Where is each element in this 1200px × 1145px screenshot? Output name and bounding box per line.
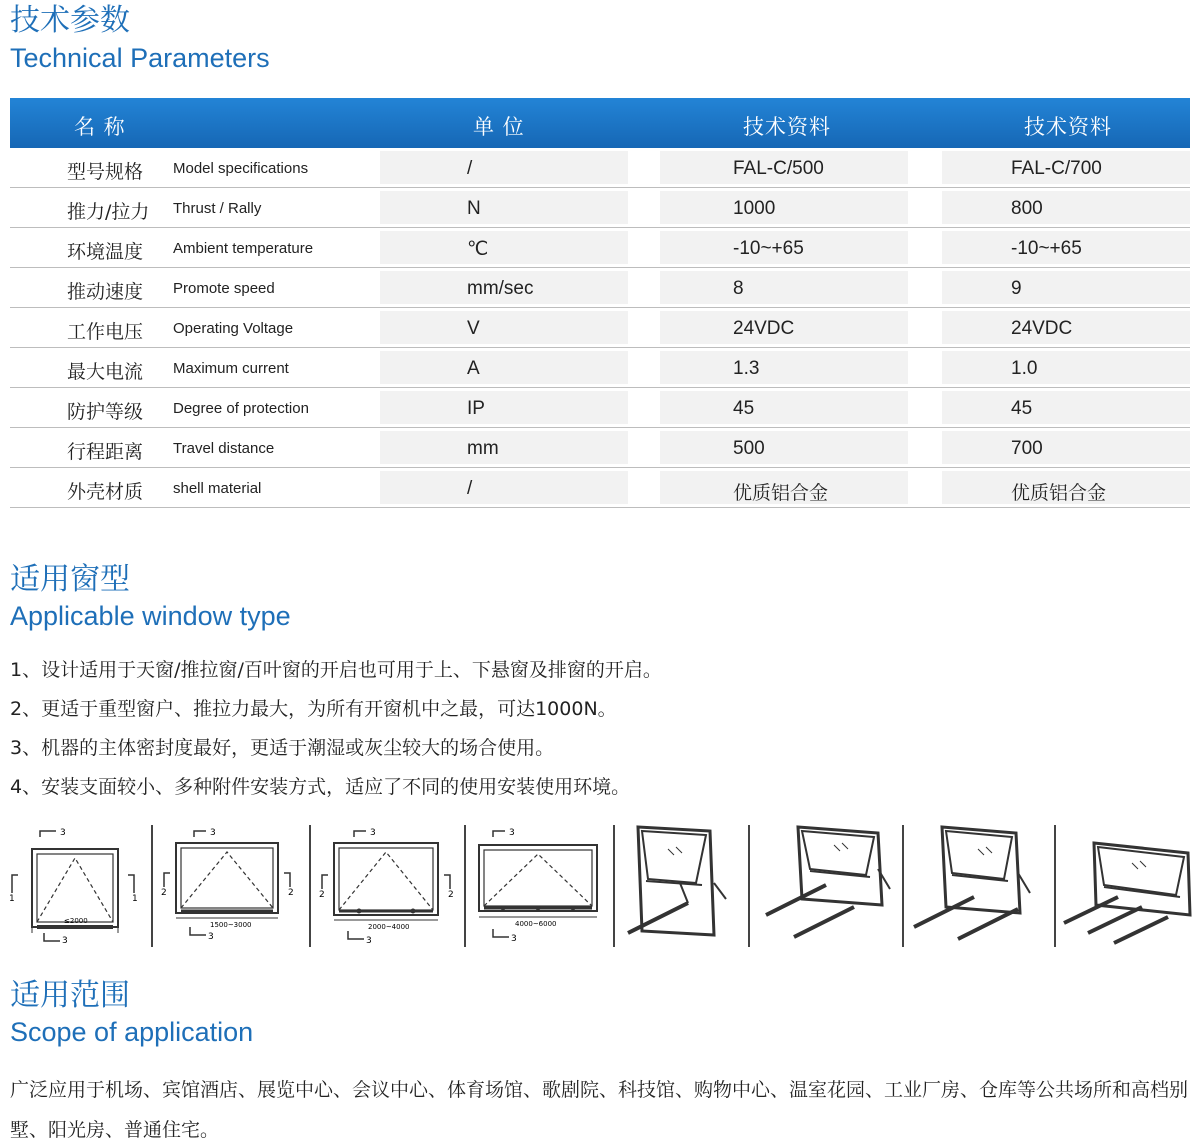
param-name-en: Thrust / Rally: [173, 200, 262, 217]
window-title-en: Applicable window type: [10, 601, 291, 631]
param-value-700: 700: [1011, 438, 1043, 459]
dim-bottom: 3: [208, 932, 214, 942]
header-unit: 单 位: [473, 115, 525, 139]
scope-title-zh: 适用范围: [10, 978, 130, 1013]
header-spec1: 技术资料: [743, 115, 831, 139]
window-elevation-diagram: [156, 823, 304, 951]
table-row: [10, 188, 1190, 228]
param-name-zh: 环境温度: [67, 241, 144, 263]
divider: [613, 825, 615, 947]
cell-band: [660, 191, 908, 224]
dim-right: 2: [288, 888, 294, 898]
table-row: [10, 348, 1190, 388]
param-unit: /: [467, 478, 473, 499]
param-name-zh: 工作电压: [67, 321, 144, 343]
cell-band: [380, 471, 628, 504]
width-label: 1500~3000: [210, 921, 252, 929]
param-name-zh: 行程距离: [67, 441, 144, 463]
param-name-en: Travel distance: [173, 440, 275, 457]
param-value-500: 1000: [733, 198, 776, 219]
divider: [151, 825, 153, 947]
table-row: [10, 468, 1190, 508]
table-body: [10, 148, 1190, 508]
param-unit: mm: [467, 438, 499, 459]
dim-right: 2: [448, 890, 454, 900]
param-unit: /: [467, 158, 473, 179]
table-row: [10, 268, 1190, 308]
cell-band: [942, 191, 1190, 224]
width-label: 4000~6000: [515, 920, 557, 928]
cell-band: [380, 231, 628, 264]
param-unit: A: [467, 358, 480, 379]
param-unit: V: [467, 318, 480, 339]
cell-band: [660, 431, 908, 464]
param-value-500: 24VDC: [733, 318, 795, 339]
param-name-zh: 型号规格: [67, 161, 144, 183]
param-value-700: 9: [1011, 278, 1022, 299]
dim-right: 1: [132, 894, 138, 904]
param-value-700: FAL-C/700: [1011, 158, 1102, 179]
dim-top: 3: [60, 828, 66, 838]
param-value-700: -10~+65: [1011, 238, 1082, 259]
param-unit: N: [467, 198, 481, 219]
window-elevation-diagram: [469, 823, 611, 951]
width-label: 2000~4000: [368, 923, 410, 931]
param-name-en: Promote speed: [173, 280, 275, 297]
window-elevation-diagram: [6, 823, 146, 951]
window-elevation-diagram: [314, 823, 459, 951]
param-name-en: Ambient temperature: [173, 240, 314, 257]
param-value-700: 优质铝合金: [1011, 483, 1107, 504]
table-row: [10, 228, 1190, 268]
divider: [464, 825, 466, 947]
dim-left: 1: [9, 894, 15, 904]
param-value-500: 优质铝合金: [733, 483, 829, 504]
param-unit: mm/sec: [467, 278, 534, 299]
param-name-en: shell material: [173, 480, 262, 497]
header-spec2: 技术资料: [1024, 115, 1112, 139]
window-perspective-diagram: [754, 823, 902, 951]
dim-top: 3: [370, 828, 376, 838]
param-name-zh: 推力/拉力: [67, 201, 150, 223]
param-value-500: FAL-C/500: [733, 158, 824, 179]
param-value-500: 1.3: [733, 358, 760, 379]
param-unit: IP: [467, 398, 485, 419]
param-name-zh: 防护等级: [67, 401, 144, 423]
param-name-zh: 最大电流: [67, 361, 144, 383]
cell-band: [942, 271, 1190, 304]
window-perspective-diagram: [906, 823, 1052, 951]
param-name-en: Degree of protection: [173, 400, 309, 417]
tech-title-en: Technical Parameters: [10, 43, 270, 73]
divider: [902, 825, 904, 947]
param-value-700: 24VDC: [1011, 318, 1073, 339]
tech-table: [10, 98, 1190, 508]
cell-band: [380, 391, 628, 424]
divider: [748, 825, 750, 947]
list-item: 4、安装支面较小、多种附件安装方式，适应了不同的使用安装使用环境。: [10, 776, 631, 798]
param-unit: ℃: [467, 239, 489, 260]
param-value-700: 45: [1011, 398, 1033, 419]
table-row: [10, 428, 1190, 468]
window-perspective-diagram: [1058, 823, 1196, 951]
param-value-700: 1.0: [1011, 358, 1038, 379]
dim-bottom: 3: [511, 934, 517, 944]
dim-top: 3: [210, 828, 216, 838]
param-name-zh: 外壳材质: [67, 481, 144, 503]
table-row: [10, 148, 1190, 188]
divider: [1054, 825, 1056, 947]
window-perspective-diagram: [618, 823, 746, 951]
header-name: 名 称: [74, 115, 126, 139]
window-diagrams: [6, 823, 1196, 953]
cell-band: [942, 391, 1190, 424]
scope-text: 广泛应用于机场、宾馆酒店、展览中心、会议中心、体育场馆、歌剧院、科技馆、购物中心、温室花园、工业厂房、仓库等公共场所和高档别墅、阳光房、普通住宅。: [10, 1079, 1189, 1141]
cell-band: [660, 271, 908, 304]
param-value-500: -10~+65: [733, 238, 804, 259]
cell-band: [380, 191, 628, 224]
param-name-en: Operating Voltage: [173, 320, 294, 337]
cell-band: [660, 351, 908, 384]
tech-title-zh: 技术参数: [10, 3, 130, 38]
cell-band: [380, 431, 628, 464]
param-value-700: 800: [1011, 198, 1043, 219]
table-row: [10, 308, 1190, 348]
param-value-500: 500: [733, 438, 765, 459]
param-name-en: Model specifications: [173, 160, 309, 177]
table-header: [10, 98, 1190, 148]
param-value-500: 45: [733, 398, 755, 419]
window-feature-list: [10, 657, 662, 813]
window-title-zh: 适用窗型: [10, 562, 130, 597]
param-name-zh: 推动速度: [67, 281, 144, 303]
list-item: 1、设计适用于天窗/推拉窗/百叶窗的开启也可用于上、下悬窗及排窗的开启。: [10, 659, 662, 681]
list-item: 3、机器的主体密封度最好，更适于潮湿或灰尘较大的场合使用。: [10, 737, 555, 759]
dim-left: 2: [319, 890, 325, 900]
dim-top: 3: [509, 828, 515, 838]
list-item: 2、更适于重型窗户、推拉力最大，为所有开窗机中之最，可达1000N。: [10, 698, 617, 720]
divider: [309, 825, 311, 947]
param-value-500: 8: [733, 278, 744, 299]
table-row: [10, 388, 1190, 428]
dim-left: 2: [161, 888, 167, 898]
param-name-en: Maximum current: [173, 360, 289, 377]
cell-band: [380, 311, 628, 344]
scope-title-en: Scope of application: [10, 1017, 254, 1047]
cell-band: [942, 351, 1190, 384]
width-label: ≤2000: [64, 917, 88, 925]
dim-bottom: 3: [366, 936, 372, 946]
dim-bottom: 3: [62, 936, 68, 946]
cell-band: [380, 351, 628, 384]
cell-band: [660, 391, 908, 424]
cell-band: [380, 151, 628, 184]
cell-band: [942, 431, 1190, 464]
